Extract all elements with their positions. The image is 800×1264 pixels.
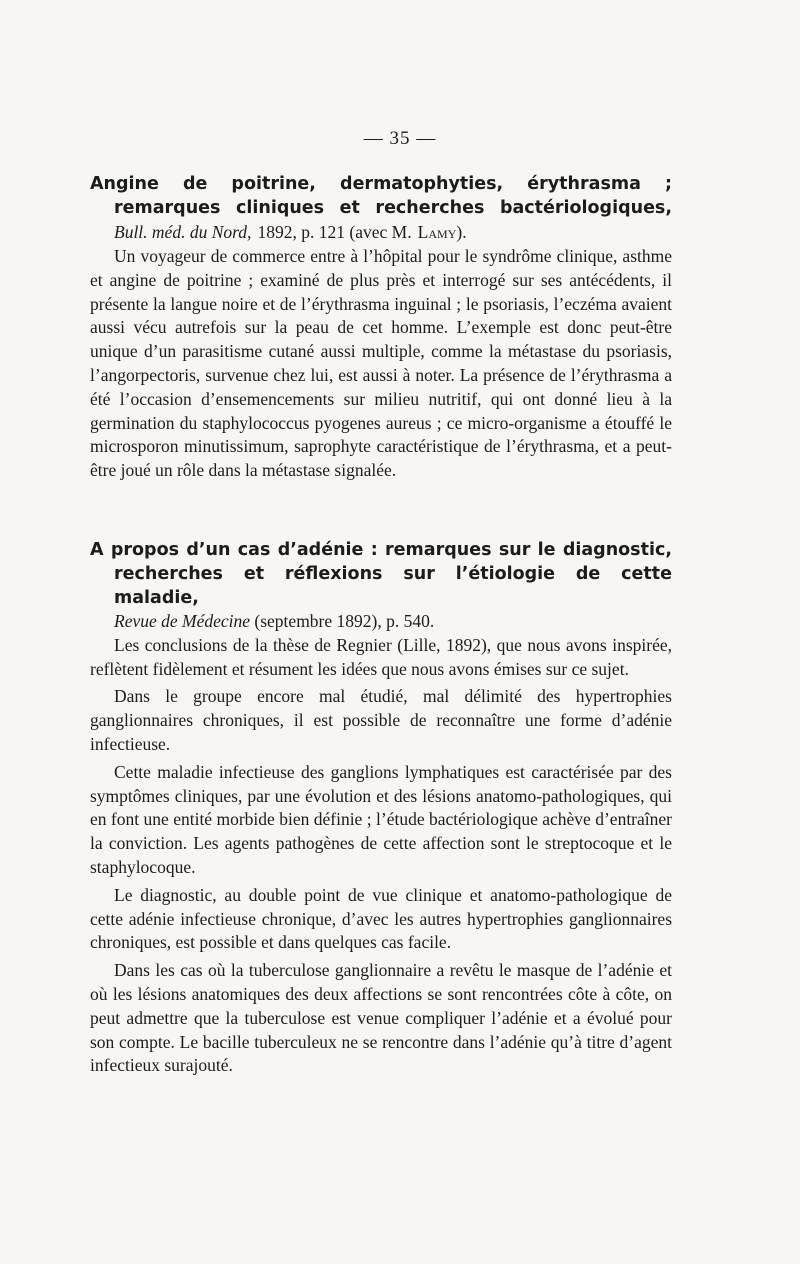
entry-source <box>90 610 672 634</box>
page-number: — 35 — <box>363 128 437 149</box>
entry-title: A propos d’un cas d’adénie : remarques sur le diagnostic, recherches et réflexions sur l’étiologie de cette maladie, <box>90 540 672 608</box>
paragraph: Dans le groupe encore mal étudié, mal délimité des hypertrophies ganglionnaires chroniques, il est possible de reconnaître une forme d’adénie infectieuse. <box>90 686 672 754</box>
entry-title-text: Angine de poitrine, dermatophyties, érythrasma ; remarques cliniques et recherches bactériologiques, <box>90 174 672 218</box>
paragraph: Un voyageur de commerce entre à l’hôpital pour le syndrôme clinique, asthme et angine de poitrine ; examiné de plus près et interrogé sur ses antécédents, il présente la langue noire et de l’érythrasma inguinal ; le psoriasis, l’eczéma avaient aussi vécu autrefois sur la peau de cet homme. L’exemple est donc peut-être unique d’un parasitisme cutané aussi multiple, comme la métastase du psoriasis, l’angorpectoris, survenue chez lui, est aussi à noter. La présence de l’érythrasma a été l’occasion d’ensemencements sur milieu nutritif, qui ont donné lieu à la germination du staphylococcus pyogenes aureus ; ce micro-organisme a étouffé le microsporon minutissimum, saprophyte caractéristique de l’érythrasma, et a peut-être joué un rôle dans la métastase signalée. <box>90 246 672 481</box>
citation-details: (septembre 1892), p. 540. <box>254 611 435 631</box>
paragraph: Dans les cas où la tuberculose ganglionnaire a revêtu le masque de l’adénie et où les lésions anatomiques des deux affections se sont rencontrées côte à côte, on peut admettre que la tuberculose est venue compliquer l’adénie et a évolué pour son compte. Le bacille tuberculeux ne se rencontre dans l’adénie qu’à titre d’agent infectieux surajouté. <box>90 960 672 1076</box>
paragraph: Les conclusions de la thèse de Regnier (Lille, 1892), que nous avons inspirée, reflètent fidèlement et résument les idées que nous avons émises sur ce sujet. <box>90 634 672 679</box>
citation-end: ). <box>456 222 467 242</box>
paragraph: Le diagnostic, au double point de vue clinique et anatomo-pathologique de cette adénie infectieuse chronique, d’avec les autres hypertrophies ganglionnaires chroniques, est possible et dans quelques cas facile. <box>90 884 672 953</box>
citation-details: 1892, p. 121 (avec M. <box>257 222 412 242</box>
bibliography-entry-1 <box>90 172 672 483</box>
journal-name: Revue de Médecine <box>114 611 251 631</box>
entry-title <box>90 172 672 245</box>
journal-name: Bull. méd. du Nord, <box>114 222 252 242</box>
paragraph: Cette maladie infectieuse des ganglions lymphatiques est caractérisée par des symptômes cliniques, par une évolution et des lésions anatomo-pathologiques, qui en font une entité morbide bien définie ; l’étude bactériologique achève d’entraîner la conviction. Les agents pathogènes de cette affection sont le streptocoque et le staphylocoque. <box>90 761 672 877</box>
coauthor-name: Lamy <box>417 222 457 242</box>
bibliography-entry-2 <box>90 538 672 1078</box>
